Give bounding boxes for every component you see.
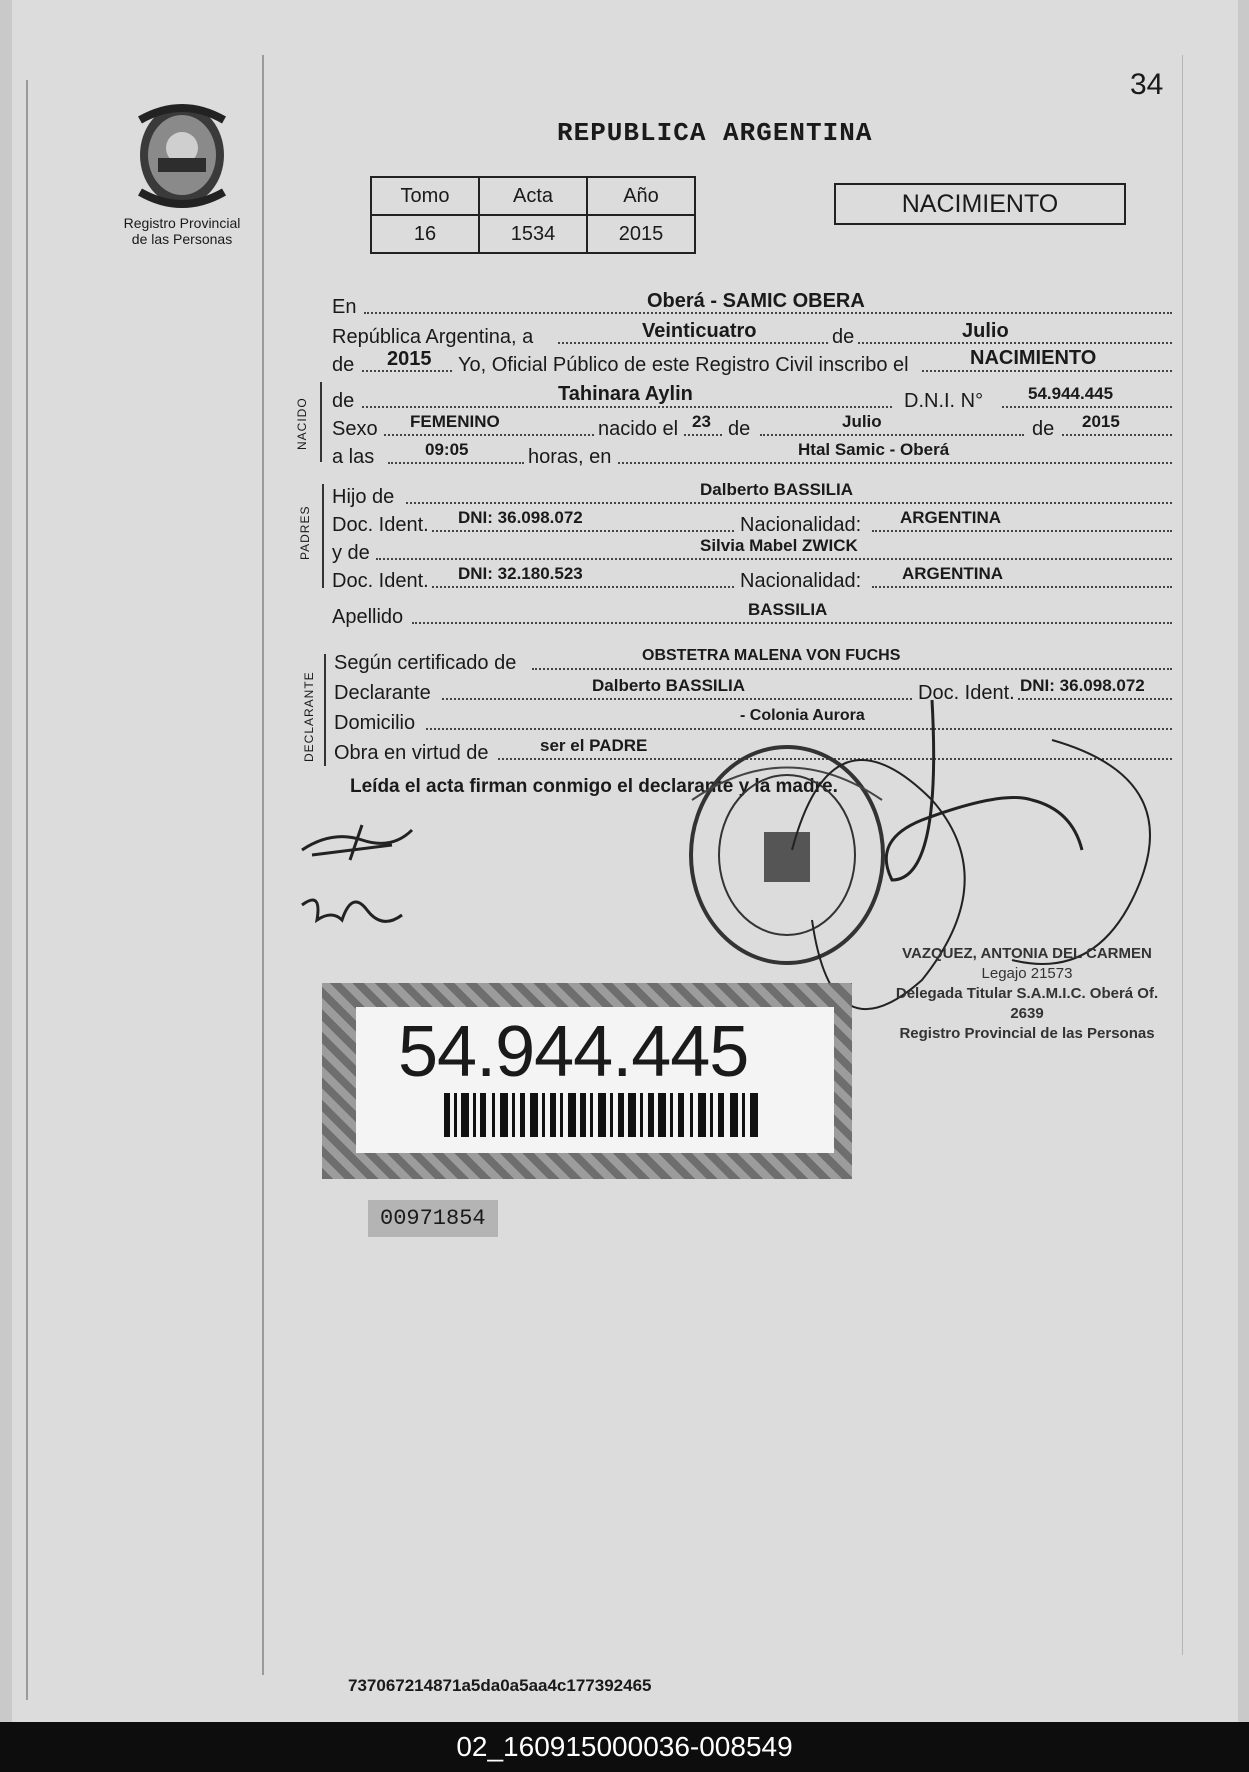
value-mes-nacimiento: Julio	[842, 412, 882, 431]
value-apellido: BASSILIA	[748, 600, 828, 619]
value-sexo: FEMENINO	[410, 412, 500, 431]
label-de-mes-nac: de	[728, 418, 751, 440]
value-declarante-dni: DNI: 36.098.072	[1020, 676, 1145, 695]
value-mes-registro: Julio	[962, 320, 1009, 342]
label-doc-madre: Doc. Ident.	[332, 570, 429, 592]
value-dia-nacimiento: 23	[692, 412, 711, 431]
header-anio: Año	[587, 177, 695, 215]
closing-statement: Leída el acta firman conmigo el declarante y la madre.	[350, 776, 838, 797]
value-padre: Dalberto BASSILIA	[700, 480, 854, 499]
document-sheet	[12, 0, 1238, 1722]
label-declarante: Declarante	[334, 682, 431, 704]
line-doc-padre	[432, 530, 734, 532]
official-legajo: Legajo 21573	[981, 965, 1073, 982]
section-tag-nacido: NACIDO	[295, 397, 309, 450]
label-a-las: a las	[332, 446, 375, 468]
document-hash: 737067214871a5da0a5aa4c177392465	[348, 1676, 652, 1695]
value-lugar: Oberá - SAMIC OBERA	[647, 290, 865, 312]
value-anio: 2015	[587, 215, 695, 253]
label-dni: D.N.I. N°	[904, 390, 984, 412]
line-nombre	[362, 406, 892, 408]
value-obra-en-virtud: ser el PADRE	[540, 736, 648, 755]
label-y-de: y de	[332, 542, 370, 564]
image-id-bar: 02_160915000036-008549	[0, 1722, 1249, 1772]
official-role: Delegada Titular S.A.M.I.C. Oberá Of. 2639	[895, 985, 1159, 1022]
line-lugar-nac	[618, 462, 1172, 464]
logo-caption-line1: Registro Provincial	[123, 215, 241, 231]
label-apellido: Apellido	[332, 606, 404, 628]
barcode-label	[356, 1007, 834, 1153]
label-domicilio: Domicilio	[334, 712, 416, 734]
value-dni: 54.944.445	[1028, 384, 1114, 403]
value-tipo-inscripcion: NACIMIENTO	[970, 347, 1097, 369]
barcode-icon	[444, 1093, 764, 1137]
section-tag-declarante: DECLARANTE	[302, 671, 316, 762]
label-de-anio: de	[332, 354, 355, 376]
official-registry: Registro Provincial de las Personas	[899, 1025, 1155, 1042]
label-nacionalidad-padre: Nacionalidad:	[740, 514, 862, 536]
label-en: En	[332, 296, 357, 318]
header-acta: Acta	[479, 177, 587, 215]
label-de-nombre: de	[332, 390, 355, 412]
bracket-nacido	[320, 382, 322, 462]
value-madre: Silvia Mabel ZWICK	[700, 536, 858, 555]
line-nac-padre	[872, 530, 1172, 532]
label-nacionalidad-madre: Nacionalidad:	[740, 570, 862, 592]
value-anio-nacimiento: 2015	[1082, 412, 1120, 431]
line-nac-madre	[872, 586, 1172, 588]
line-dni	[1002, 406, 1172, 408]
bracket-padres	[322, 484, 324, 588]
paper-edge-left	[26, 80, 28, 1700]
label-nacido-el: nacido el	[598, 418, 679, 440]
barcode-label-frame	[322, 983, 852, 1179]
bracket-declarante	[324, 654, 326, 766]
line-certificado	[532, 668, 1172, 670]
label-yo-oficial: Yo, Oficial Público de este Registro Civil inscribo el	[458, 354, 909, 376]
control-code: 00971854	[368, 1200, 498, 1237]
line-madre	[376, 558, 1172, 560]
document-type-box: NACIMIENTO	[834, 183, 1126, 225]
line-apellido	[412, 622, 1172, 624]
label-horas-en: horas, en	[528, 446, 612, 468]
page-number: 34	[1130, 68, 1164, 101]
value-tomo: 16	[371, 215, 479, 253]
declarant-signature-icon	[292, 810, 432, 950]
label-de-anio-nac: de	[1032, 418, 1055, 440]
label-obra-en-virtud: Obra en virtud de	[334, 742, 489, 764]
value-declarante: Dalberto BASSILIA	[592, 676, 746, 695]
label-de-mes: de	[832, 326, 855, 348]
page-title: REPUBLICA ARGENTINA	[557, 118, 873, 148]
value-nombre: Tahinara Aylin	[558, 383, 693, 405]
line-dia-nac	[684, 434, 722, 436]
official-name: VAZQUEZ, ANTONIA DEL CARMEN	[902, 945, 1152, 962]
value-madre-dni: DNI: 32.180.523	[458, 564, 583, 583]
barcode-number: 54.944.445	[398, 1012, 749, 1092]
value-hora: 09:05	[425, 440, 469, 459]
label-sexo: Sexo	[332, 418, 378, 440]
label-hijo-de: Hijo de	[332, 486, 395, 508]
value-certificado: OBSTETRA MALENA VON FUCHS	[642, 647, 901, 664]
line-doc-madre	[432, 586, 734, 588]
margin-rule	[262, 55, 264, 1675]
line-anio-nac	[1062, 434, 1172, 436]
registry-logo	[122, 100, 242, 247]
value-acta: 1534	[479, 215, 587, 253]
line-sexo	[384, 434, 594, 436]
line-hora	[388, 462, 524, 464]
value-madre-nacionalidad: ARGENTINA	[902, 564, 1004, 583]
line-padre	[406, 502, 1172, 504]
line-mes-nac	[760, 434, 1024, 436]
label-segun-certificado: Según certificado de	[334, 652, 517, 674]
reference-table	[370, 176, 696, 254]
label-doc-padre: Doc. Ident.	[332, 514, 429, 536]
value-domicilio: - Colonia Aurora	[740, 707, 865, 724]
official-signature-block	[882, 944, 1172, 1044]
label-doc-declarante: Doc. Ident.	[918, 682, 1015, 704]
value-padre-dni: DNI: 36.098.072	[458, 508, 583, 527]
provincial-seal-icon	[122, 100, 242, 210]
value-anio-registro: 2015	[387, 348, 432, 370]
line-inscripcion	[922, 370, 1172, 372]
logo-caption-line2: de las Personas	[131, 231, 233, 247]
value-padre-nacionalidad: ARGENTINA	[900, 508, 1002, 527]
section-tag-padres: PADRES	[298, 505, 312, 560]
value-lugar-nacimiento: Htal Samic - Oberá	[798, 440, 950, 459]
header-tomo: Tomo	[371, 177, 479, 215]
value-dia-letras: Veinticuatro	[642, 320, 757, 342]
label-republica: República Argentina, a	[332, 326, 534, 348]
